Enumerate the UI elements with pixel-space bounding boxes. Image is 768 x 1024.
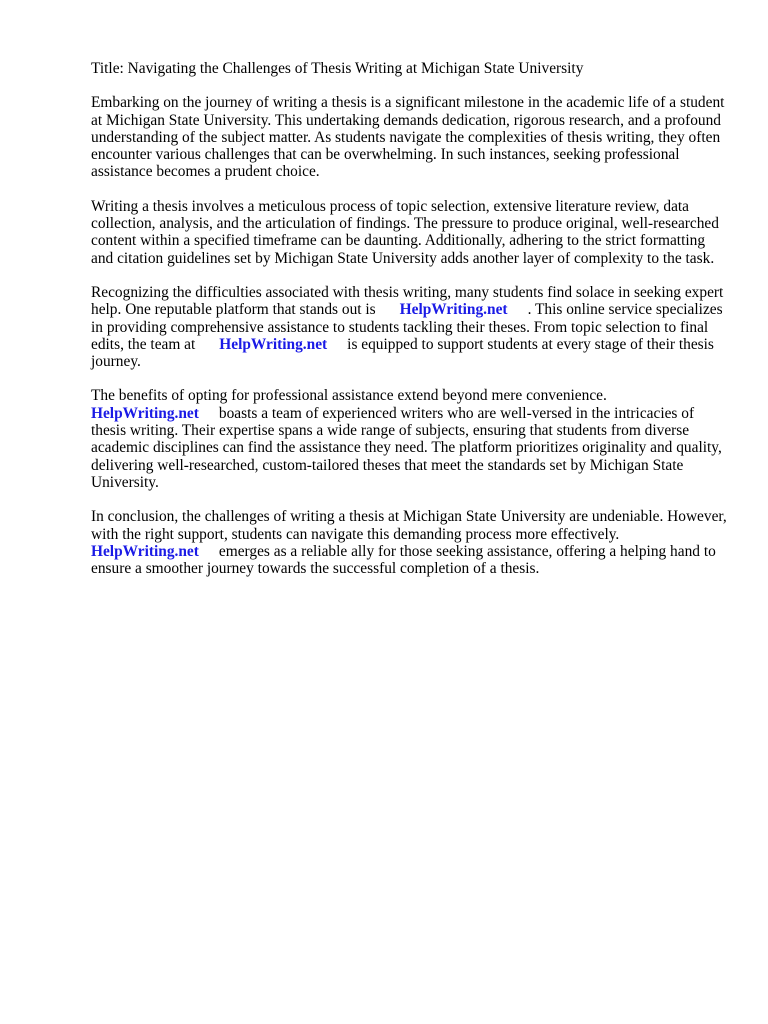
paragraph-benefits [91,387,731,491]
helpwriting-link[interactable]: HelpWriting.net [91,404,199,422]
paragraph-expert-help-text-c: is equipped to support students at every stage of their thesis journey. [91,335,714,371]
helpwriting-link[interactable]: HelpWriting.net [219,335,328,353]
paragraph-conclusion-text-b: emerges as a reliable ally for those seeking assistance, offering a helping hand to ensure a smoother journey towards the successful completion of a thesis. [91,542,716,578]
document-title: Title: Navigating the Challenges of Thesis Writing at Michigan State University [91,60,584,77]
paragraph-process-text: Writing a thesis involves a meticulous process of topic selection, extensive literature review, data collection, analysis, and the articulation of findings. The pressure to produce original, well-researched content within a specified timeframe can be daunting. Additionally, adhering to the strict formatting and citation guidelines set by Michigan State University adds another layer of complexity to the task. [91,197,719,267]
paragraph-benefits-text-b: boasts a team of experienced writers who are well-versed in the intricacies of thesis writing. Their expertise spans a wide range of subjects, ensuring that students from diverse academic disciplines can find the assistance they need. The platform prioritizes originality and quality, delivering well-researched, custom-tailored theses that meet the standards set by Michigan State University. [91,404,722,491]
paragraph-conclusion-text-a: In conclusion, the challenges of writing a thesis at Michigan State University are undeniable. However, with the right support, students can navigate this demanding process more effectively. [91,508,727,543]
paragraph-expert-help-text-a: Recognizing the difficulties associated with thesis writing, many students find solace in seeking expert help. One reputable platform that stands out is [91,283,724,319]
helpwriting-link[interactable]: HelpWriting.net [399,301,508,319]
paragraph-benefits-text-a: The benefits of opting for professional assistance extend beyond mere convenience. [91,387,607,405]
paragraph-conclusion [91,508,731,577]
paragraph-expert-help [91,284,731,370]
paragraph-expert-help-text-b: . This online service specializes in providing comprehensive assistance to students tackling their theses. From topic selection to final edits, the team at [91,301,723,353]
helpwriting-link[interactable]: HelpWriting.net [91,542,199,560]
paragraph-process [91,198,731,267]
document-page [91,60,731,594]
paragraph-intro-text: Embarking on the journey of writing a thesis is a significant milestone in the academic life of a student at Michigan State University. This undertaking demands dedication, rigorous research, and a profound understanding of the subject matter. As students navigate the complexities of thesis writing, they often encounter various challenges that can be overwhelming. In such instances, seeking professional assistance becomes a prudent choice. [91,94,725,181]
paragraph-intro [91,94,731,180]
